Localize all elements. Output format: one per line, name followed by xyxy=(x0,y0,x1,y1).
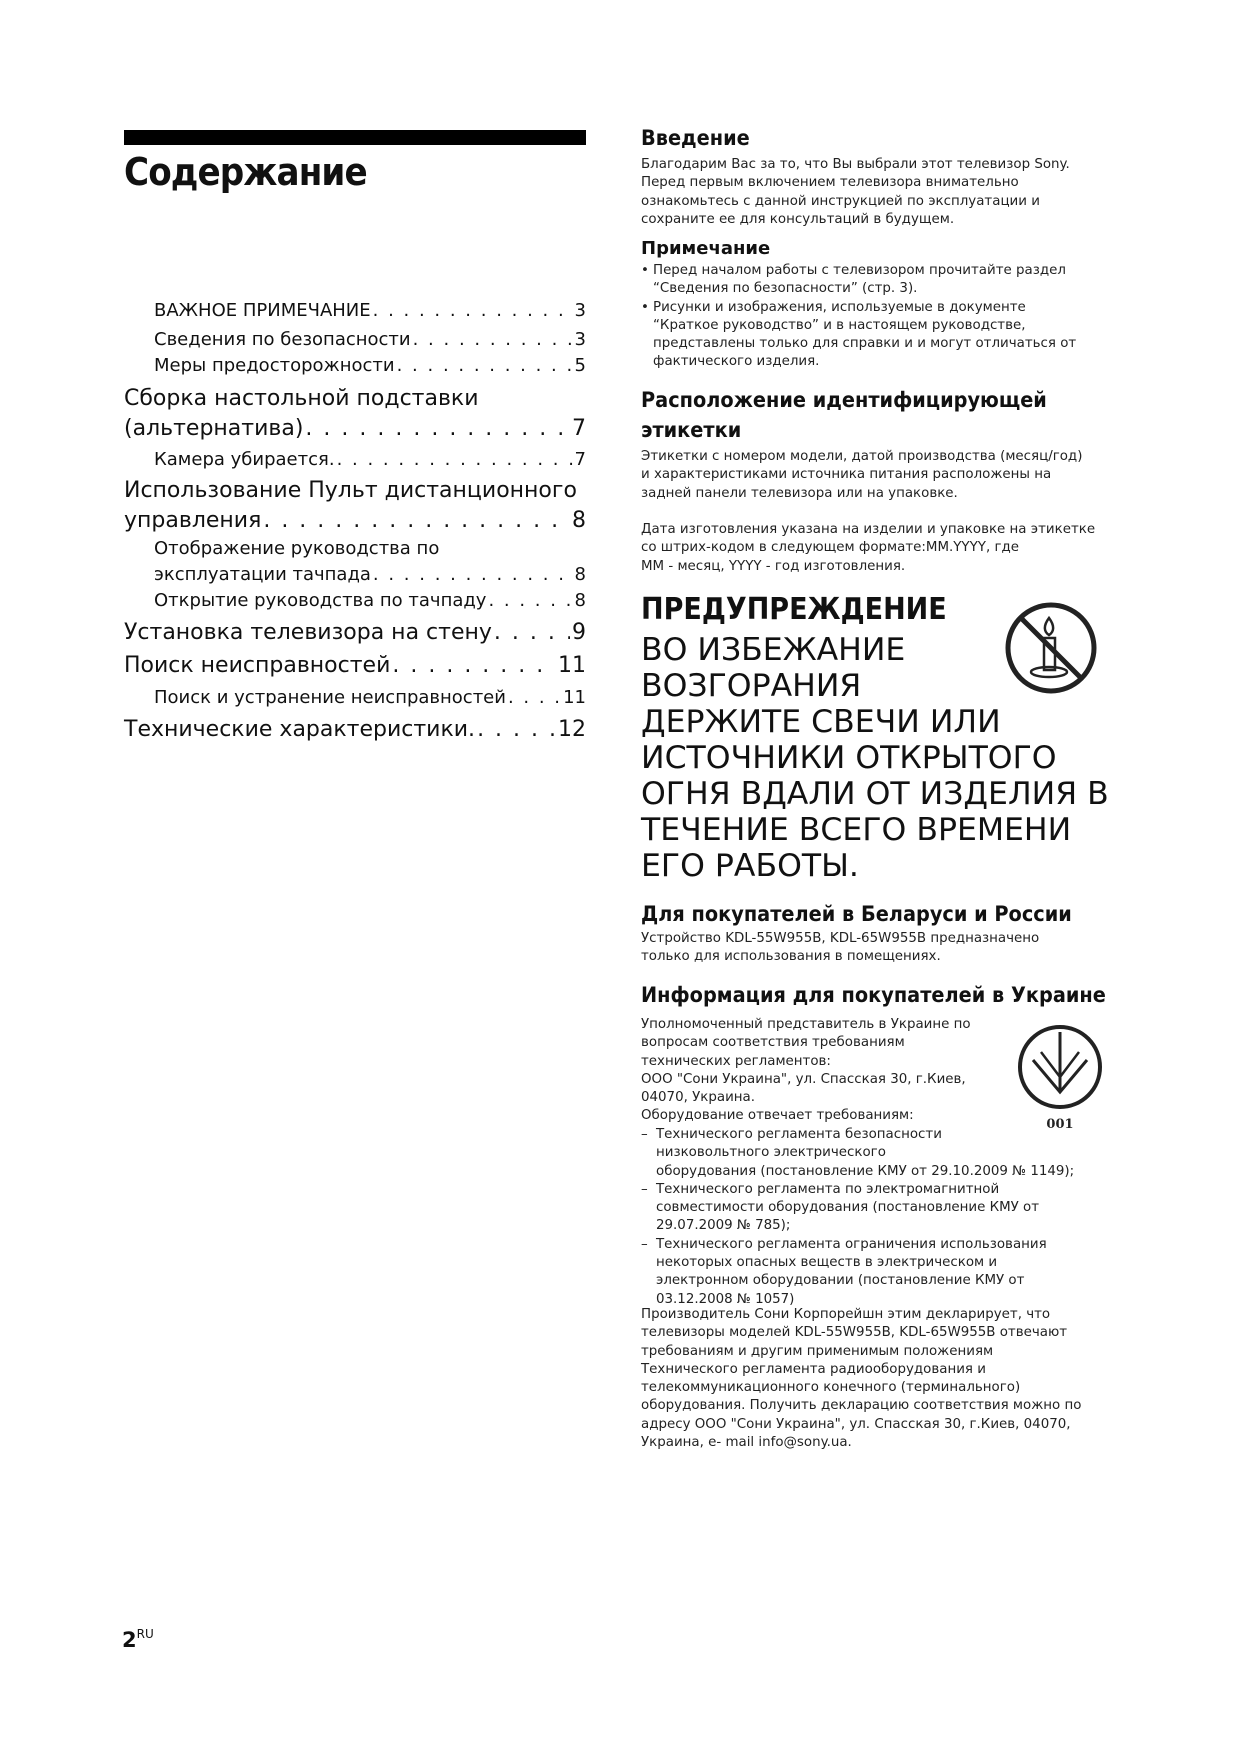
toc-entry-line[interactable]: Отображение руководства по xyxy=(154,538,440,559)
toc-entry[interactable]: Поиск неисправностей . . . 11 xyxy=(124,653,586,678)
intro-paragraph: Благодарим Вас за то, что Вы выбрали этот телевизор Sony. Перед первым включением телевизора внимательно ознакомьтесь с данной инструкцией по эксплуатации и сохраните ее для консультаций в будущем. xyxy=(641,157,1070,227)
list-item: • Рисунки и изображения, используемые в документе “Краткое руководство” и в настоящем руководстве, представлены только для справки и и могут отличаться от фактического изделия. xyxy=(641,299,1111,372)
no-open-flame-icon xyxy=(1003,600,1099,696)
toc-entry[interactable]: Поиск и устранение неисправностей . . . 11 xyxy=(154,687,586,708)
ukraine-intro: Уполномоченный представитель в Украине по вопросам соответствия требованиям технических регламентов: ООО "Сони Украина", ул. Спасская 30, г.Киев, 04070, Украина. Оборудование отвечает требованиям: xyxy=(641,1017,971,1124)
intro-heading: Введение xyxy=(641,126,750,150)
ukraine-requirements-list xyxy=(641,1126,1121,1309)
note-list xyxy=(641,262,1111,372)
conformity-mark-label: 001 xyxy=(1046,1117,1074,1132)
toc-entry[interactable]: Технические характеристики. . . . 12 xyxy=(124,717,586,742)
toc-entry[interactable]: Открытие руководства по тачпаду . . . 8 xyxy=(154,590,586,611)
belarus-russia-paragraph: Устройство KDL-55W955B, KDL-65W955B предназначено только для использования в помещениях. xyxy=(641,931,1040,965)
ukraine-heading: Информация для покупателей в Украине xyxy=(641,983,1106,1007)
toc-entry-line[interactable]: Сборка настольной подставки xyxy=(124,386,479,411)
list-item: • Перед началом работы с телевизором прочитайте раздел “Сведения по безопасности” (стр. 3). xyxy=(641,262,1111,299)
label-location-heading: Расположение идентифицирующей этикетки xyxy=(641,388,1047,442)
warning-line: ЕГО РАБОТЫ. xyxy=(641,848,859,884)
production-date-paragraph: Дата изготовления указана на изделии и упаковке на этикетке со штрих-кодом в следующем формате:MM.YYYY, где MM - месяц, YYYY - год изготовления. xyxy=(641,522,1096,574)
warning-line: ИСТОЧНИКИ ОТКРЫТОГО xyxy=(641,740,1057,776)
toc-entry[interactable]: Сведения по безопасности . . . 3 xyxy=(154,329,586,350)
warning-line: ДЕРЖИТЕ СВЕЧИ ИЛИ xyxy=(641,704,1001,740)
toc-entry[interactable]: Меры предосторожности . . . 5 xyxy=(154,355,586,376)
toc-entry[interactable]: Установка телевизора на стену . . . 9 xyxy=(124,620,586,645)
toc-entry[interactable]: эксплуатации тачпада . . . 8 xyxy=(154,564,586,585)
toc-entry[interactable]: ВАЖНОЕ ПРИМЕЧАНИЕ . . . 3 xyxy=(154,300,586,321)
ukraine-declaration: Производитель Сони Корпорейшн этим декларирует, что телевизоры моделей KDL-55W955B, KDL-65W955B отвечают требованиям и другим применимым положениям Технического регламента радиооборудования и телекоммуникационного конечного (терминального) оборудования. Получить декларацию соответствия можно по адресу ООО "Сони Украина", ул. Спасская 30, г.Киев, 04070, Украина, е- mail info@sony.ua. xyxy=(641,1307,1082,1451)
page-number: $2^{RU}$ xyxy=(122,1627,154,1652)
ukraine-conformity-mark-icon xyxy=(1015,1022,1105,1132)
belarus-russia-heading: Для покупателей в Беларуси и России xyxy=(641,902,1072,926)
page-language: RU xyxy=(136,1627,154,1641)
toc-entry[interactable]: управления . . . 8 xyxy=(124,508,586,533)
warning-line: ТЕЧЕНИЕ ВСЕГО ВРЕМЕНИ xyxy=(641,812,1072,848)
label-location-paragraph: Этикетки с номером модели, датой производства (месяц/год) и характеристиками источника питания расположены на задней панели телевизора или на упаковке. xyxy=(641,449,1083,501)
toc-entry[interactable]: (альтернатива) . . . 7 xyxy=(124,416,586,441)
page-title: Содержание xyxy=(124,150,367,194)
list-item: – Технического регламента ограничения использования некоторых опасных веществ в электрическом и электронном оборудовании (постановление КМУ от 03.12.2008 № 1057) xyxy=(641,1236,1121,1309)
list-item: – Технического регламента безопасности низковольтного электрического оборудования (постановление КМУ от 29.10.2009 № 1149); xyxy=(641,1126,1121,1181)
warning-line: ВО ИЗБЕЖАНИЕ xyxy=(641,632,906,668)
note-heading: Примечание xyxy=(641,238,771,259)
warning-heading: ПРЕДУПРЕЖДЕНИЕ xyxy=(641,592,947,627)
toc-entry-line[interactable]: Использование Пульт дистанционного xyxy=(124,478,577,503)
toc-entry[interactable]: Камера убирается. . . . 7 xyxy=(154,449,586,470)
list-item: – Технического регламента по электромагнитной совместимости оборудования (постановление КМУ от 29.07.2009 № 785); xyxy=(641,1181,1121,1236)
title-bar xyxy=(124,130,586,145)
warning-line: ВОЗГОРАНИЯ xyxy=(641,668,862,704)
warning-line: ОГНЯ ВДАЛИ ОТ ИЗДЕЛИЯ В xyxy=(641,776,1109,812)
